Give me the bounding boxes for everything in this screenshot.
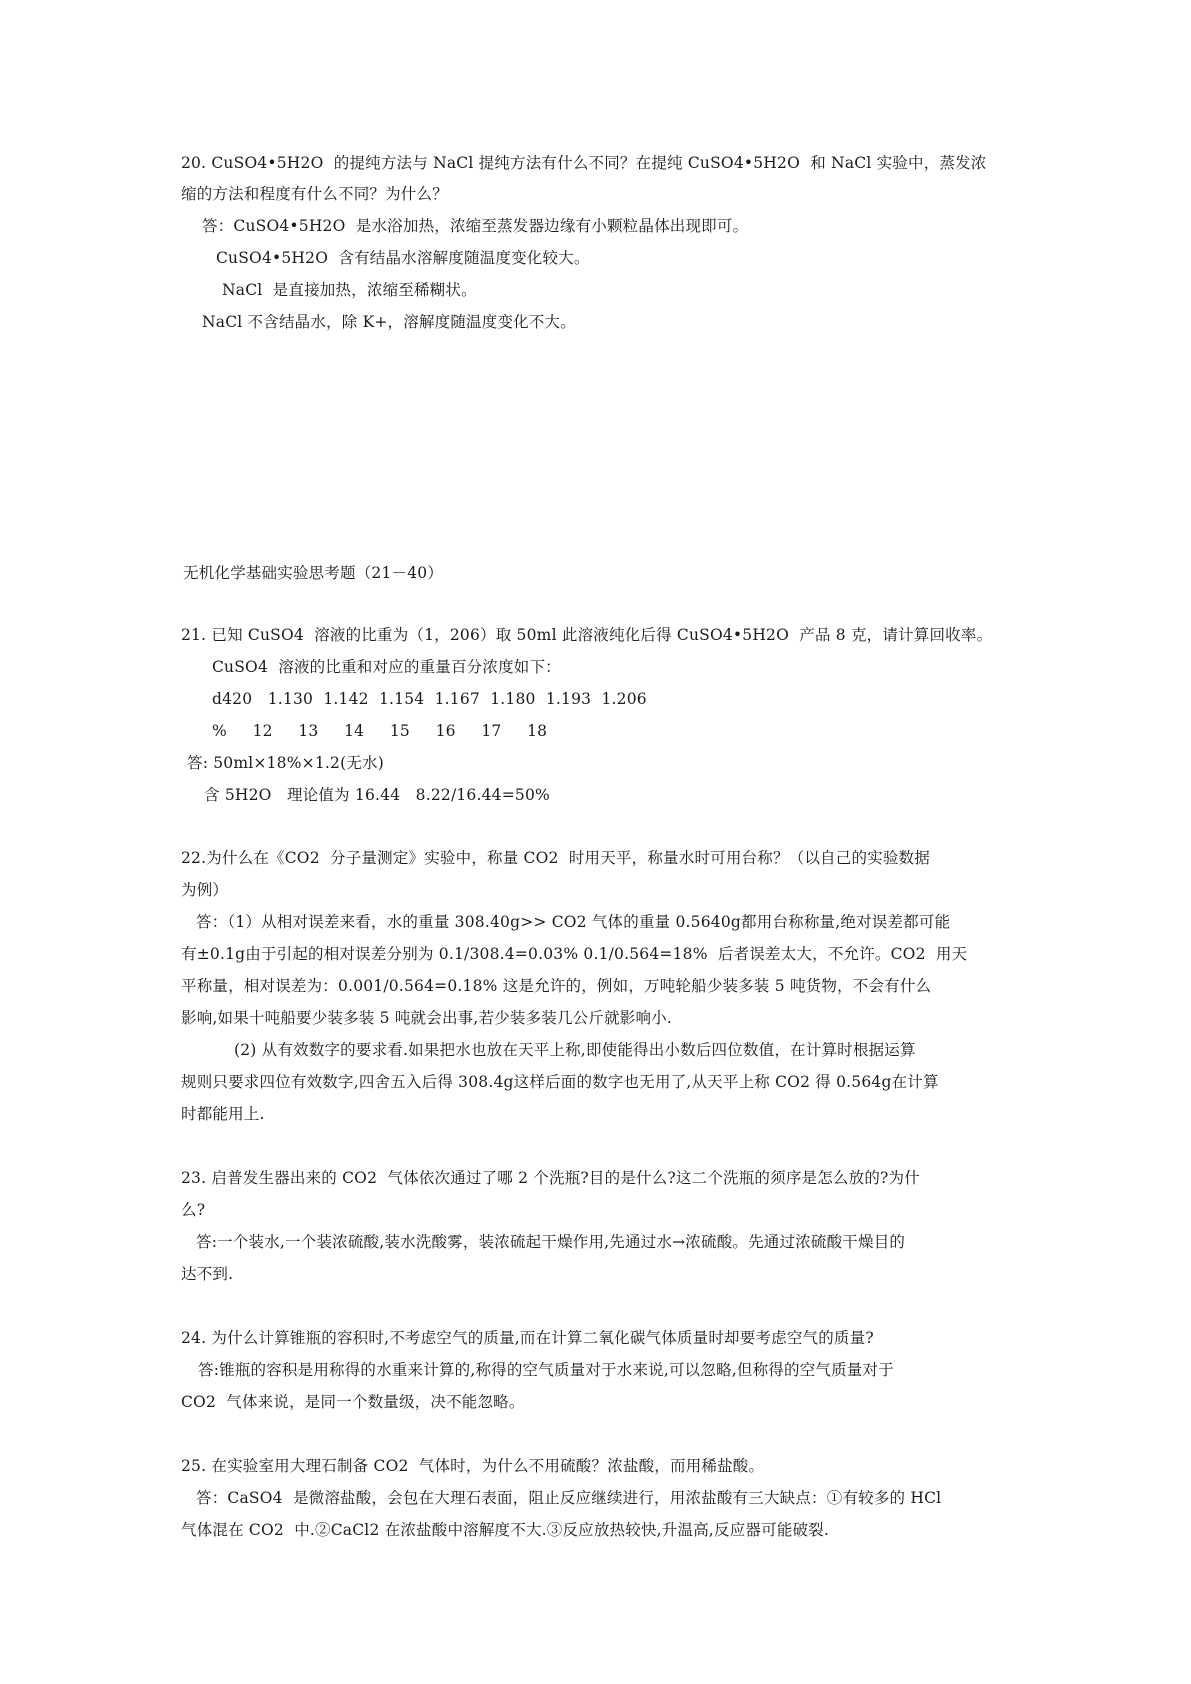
q22-answer-line-1: 答：（1）从相对误差来看，水的重量 308.40g>> CO2 气体的重量 0.5640g都用台称称量,绝对误差都可能 [196,913,951,931]
q21-answer-line-2: 含 5H2O 理论值为 16.44 8.22/16.44=50% [204,786,550,804]
q20-question-line-1: 20. CuSO4•5H2O 的提纯方法与 NaCl 提纯方法有什么不同？在提纯 CuSO4•5H2O 和 NaCl 实验中，蒸发浓 [181,154,987,172]
q20-answer-line-1: 答：CuSO4•5H2O 是水浴加热，浓缩至蒸发器边缘有小颗粒晶体出现即可。 [202,217,749,235]
q21-percent-row: % 12 13 14 15 16 17 18 [212,722,548,740]
q22-answer-line-5: (2) 从有效数字的要求看.如果把水也放在天平上称,即使能得出小数后四位数值，在计算时根据运算 [234,1041,916,1059]
q20-answer-line-4: NaCl 不含结晶水，除 K+，溶解度随温度变化不大。 [202,313,576,331]
q22-answer-line-4: 影响,如果十吨船要少装多装 5 吨就会出事,若少装多装几公斤就影响小. [181,1009,672,1027]
q21-question-line-2: CuSO4 溶液的比重和对应的重量百分浓度如下： [212,658,561,676]
q24-answer-line-1: 答:锥瓶的容积是用称得的水重来计算的,称得的空气质量对于水来说,可以忽略,但称得的空气质量对于 [198,1361,894,1379]
q22-answer-line-2: 有±0.1g由于引起的相对误差分别为 0.1/308.4=0.03% 0.1/0.564=18% 后者误差太大，不允许。CO2 用天 [181,945,968,963]
q22-question-line-1: 22.为什么在《CO2 分子量测定》实验中，称量 CO2 时用天平，称量水时可用台称？（以自己的实验数据 [181,849,930,867]
q22-answer-line-3: 平称量，相对误差为：0.001/0.564=0.18% 这是允许的，例如，万吨轮船少装多装 5 吨货物，不会有什么 [181,977,932,995]
q25-answer-line-2: 气体混在 CO2 中.②CaCl2 在浓盐酸中溶解度不大.③反应放热较快,升温高,反应器可能破裂. [181,1521,830,1539]
q24-question-line-1: 24. 为什么计算锥瓶的容积时,不考虑空气的质量,而在计算二氧化碳气体质量时却要考虑空气的质量? [181,1329,874,1347]
q22-question-line-2: 为例） [181,881,229,899]
section-title: 无机化学基础实验思考题（21－40） [183,564,444,582]
q23-question-line-1: 23. 启普发生器出来的 CO2 气体依次通过了哪 2 个洗瓶?目的是什么?这二个洗瓶的须序是怎么放的?为什 [181,1169,920,1187]
q20-question-line-2: 缩的方法和程度有什么不同？为什么？ [181,185,448,203]
q21-question-line-1: 21. 已知 CuSO4 溶液的比重为（1，206）取 50ml 此溶液纯化后得 CuSO4•5H2O 产品 8 克，请计算回收率。 [181,626,993,644]
q23-question-line-2: 么? [181,1201,206,1219]
q21-density-row: d420 1.130 1.142 1.154 1.167 1.180 1.193 1.206 [212,690,647,708]
q22-answer-line-6: 规则只要求四位有效数字,四舍五入后得 308.4g这样后面的数字也无用了,从天平上称 CO2 得 0.564g在计算 [181,1073,939,1091]
q24-answer-line-2: CO2 气体来说，是同一个数量级，决不能忽略。 [181,1393,525,1411]
q25-question-line-1: 25. 在实验室用大理石制备 CO2 气体时，为什么不用硫酸？浓盐酸，而用稀盐酸。 [181,1457,765,1475]
q23-answer-line-2: 达不到. [181,1265,234,1283]
q22-answer-line-7: 时都能用上. [181,1105,265,1123]
q25-answer-line-1: 答：CaSO4 是微溶盐酸，会包在大理石表面，阻止反应继续进行，用浓盐酸有三大缺点：①有较多的 HCl [196,1489,942,1507]
q21-answer-line-1: 答: 50ml×18%×1.2(无水) [187,754,384,772]
q20-answer-line-2: CuSO4•5H2O 含有结晶水溶解度随温度变化较大。 [216,249,590,267]
q20-answer-line-3: NaCl 是直接加热，浓缩至稀糊状。 [222,281,477,299]
q23-answer-line-1: 答:一个装水,一个装浓硫酸,装水洗酸雾，装浓硫起干燥作用,先通过水→浓硫酸。先通过浓硫酸干燥目的 [196,1233,906,1251]
